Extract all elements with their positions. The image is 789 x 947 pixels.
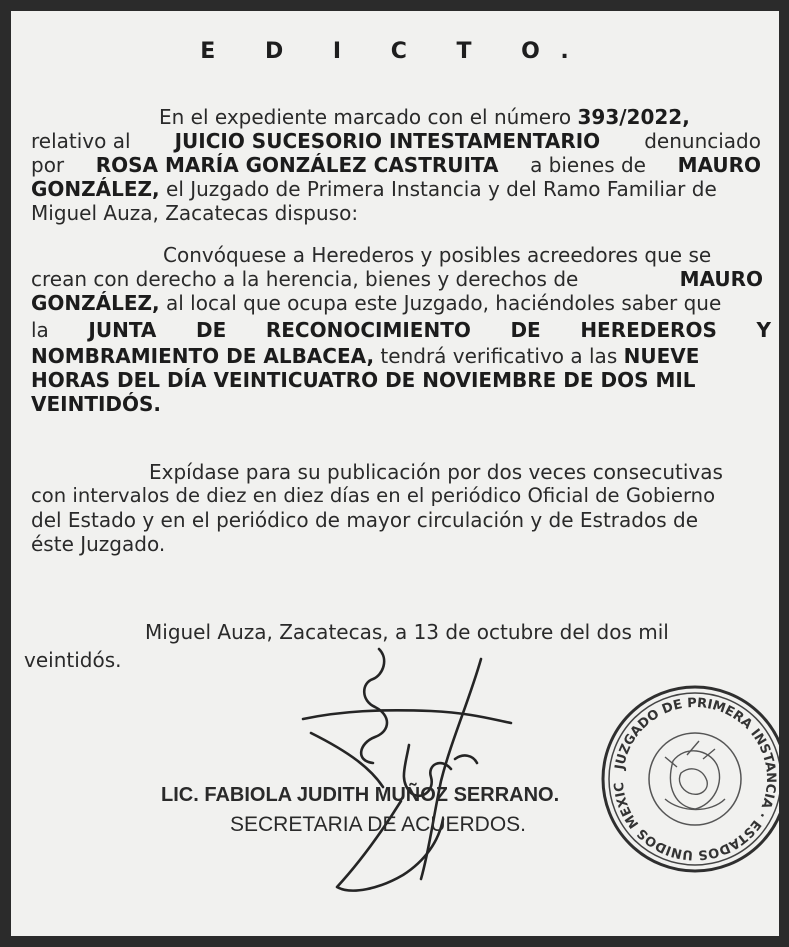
- p1-line-5: Miguel Auza, Zacatecas dispuso:: [31, 201, 359, 225]
- p2-line-5: NOMBRAMIENTO DE ALBACEA, tendrá verificativo a las NUEVE: [31, 344, 700, 368]
- p1-line-2: relativo al JUICIO SUCESORIO INTESTAMENTARIO denunciado: [31, 129, 761, 153]
- eagle-emblem-icon: [665, 741, 725, 810]
- p2-line-7: VEINTIDÓS.: [31, 392, 162, 416]
- seal-text: JUZGADO DE PRIMERA INSTANCIA · ESTADOS UNIDOS MEXICANOS · ZAC.: [611, 695, 779, 863]
- p2-line-6: HORAS DEL DÍA VEINTICUATRO DE NOVIEMBRE DE DOS MIL: [31, 368, 696, 392]
- p3-line-4: éste Juzgado.: [31, 532, 166, 556]
- place-date-line-1: Miguel Auza, Zacatecas, a 13 de octubre del dos mil: [145, 620, 669, 644]
- p2-line-2: crean con derecho a la herencia, bienes y derechos de MAURO: [31, 267, 763, 291]
- p1-line-1: En el expediente marcado con el número 393/2022,: [159, 105, 690, 129]
- p2-line-1: Convóquese a Herederos y posibles acreedores que se: [163, 243, 712, 267]
- p3-line-3: del Estado y en el periódico de mayor circulación y de Estrados de: [31, 508, 698, 532]
- p1-line-4: GONZÁLEZ, el Juzgado de Primera Instancia y del Ramo Familiar de: [31, 177, 717, 201]
- p3-line-2: con intervalos de diez en diez días en el periódico Oficial de Gobierno: [31, 484, 716, 507]
- p1-line-3: por ROSA MARÍA GONZÁLEZ CASTRUITA a bienes de MAURO: [31, 153, 761, 177]
- document-title: E D I C T O.: [200, 39, 590, 64]
- p2-line-3: GONZÁLEZ, al local que ocupa este Juzgado, haciéndoles saber que: [31, 291, 722, 315]
- svg-text:JUZGADO DE PRIMERA INSTANCIA ·: [612, 696, 778, 862]
- signatory-name: LIC. FABIOLA JUDITH MUÑOZ SERRANO.: [161, 784, 560, 806]
- place-date-line-2: veintidós.: [24, 648, 122, 672]
- signatory-title: SECRETARIA DE ACUERDOS.: [230, 813, 527, 836]
- edict-document: [11, 11, 779, 936]
- bleed-through-text: [361, 439, 364, 453]
- p3-line-1: Expídase para su publicación por dos veces consecutivas: [149, 460, 723, 484]
- p2-line-4: la JUNTA DE RECONOCIMIENTO DE HEREDEROS Y: [31, 318, 771, 342]
